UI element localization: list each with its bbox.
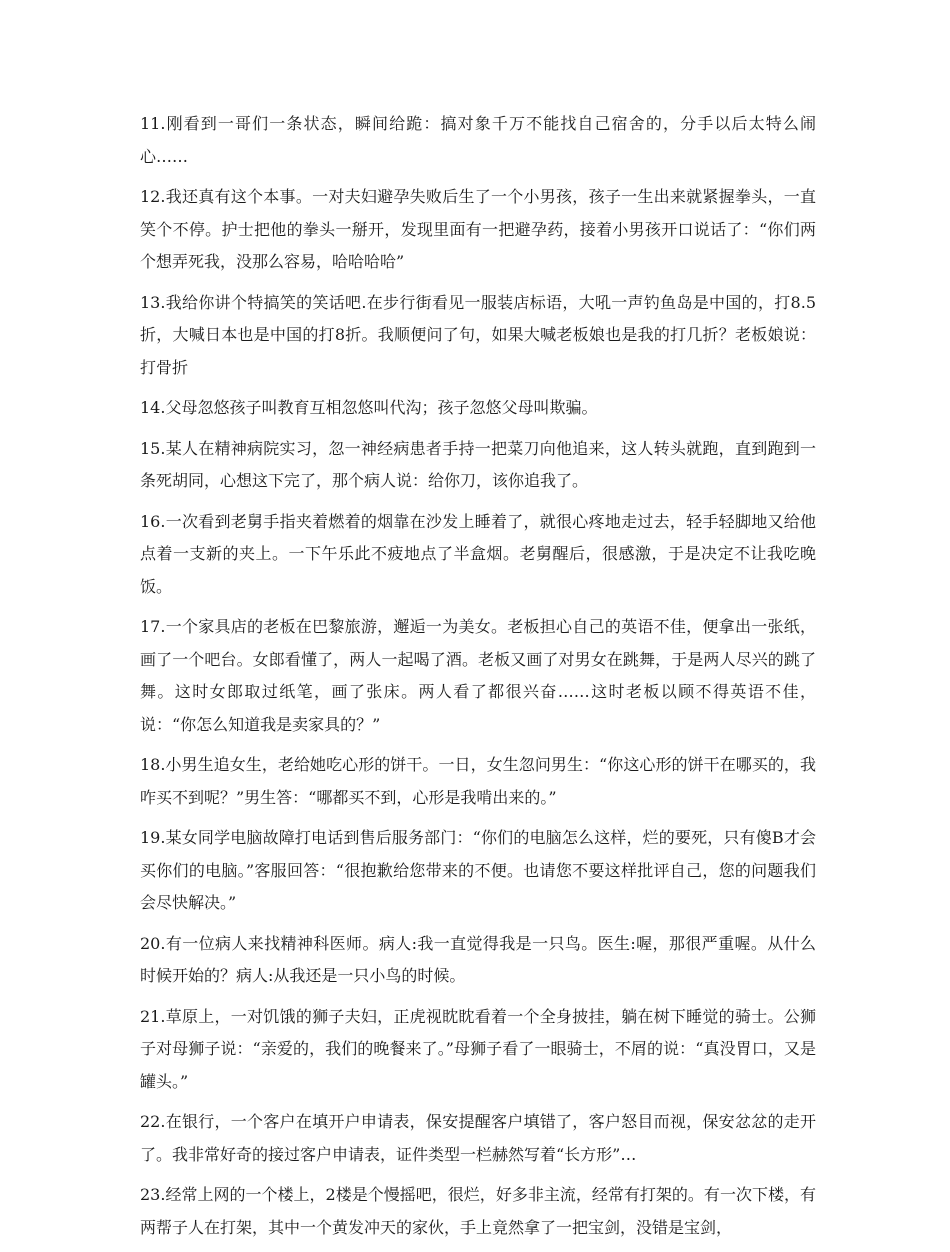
document-page — [140, 108, 816, 1252]
joke-paragraph-18: 18.小男生追女生，老给她吃心形的饼干。一日，女生忽问男生：“你这心形的饼干在哪买的，我咋买不到呢？”男生答：“哪都买不到，心形是我啃出来的。” — [140, 755, 816, 807]
joke-paragraph-21: 21.草原上，一对饥饿的狮子夫妇，正虎视眈眈看着一个全身披挂，躺在树下睡觉的骑士。公狮子对母狮子说：“亲爱的，我们的晚餐来了。”母狮子看了一眼骑士，不屑的说：“真没胃口，又是罐头。” — [140, 1006, 816, 1091]
joke-paragraph-13: 13.我给你讲个特搞笑的笑话吧.在步行街看见一服装店标语，大吼一声钓鱼岛是中国的，打8.5折，大喊日本也是中国的打8折。我顺便问了句，如果大喊老板娘也是我的打几折？老板娘说：打骨折 — [140, 292, 816, 377]
joke-paragraph-12: 12.我还真有这个本事。一对夫妇避孕失败后生了一个小男孩，孩子一生出来就紧握拳头，一直笑个不停。护士把他的拳头一掰开，发现里面有一把避孕药，接着小男孩开口说话了：“你们两个想弄死我，没那么容易，哈哈哈哈” — [140, 187, 816, 271]
joke-paragraph-14: 14.父母忽悠孩子叫教育互相忽悠叫代沟；孩子忽悠父母叫欺骗。 — [140, 398, 598, 417]
joke-paragraph-23: 23.经常上网的一个楼上，2楼是个慢摇吧，很烂，好多非主流，经常有打架的。有一次下楼，有两帮子人在打架，其中一个黄发冲天的家伙，手上竟然拿了一把宝剑，没错是宝剑， — [140, 1185, 816, 1237]
joke-paragraph-19: 19.某女同学电脑故障打电话到售后服务部门：“你们的电脑怎么这样，烂的要死，只有傻B才会买你们的电脑。”客服回答：“很抱歉给您带来的不便。也请您不要这样批评自己，您的问题我们会尽快解决。” — [140, 828, 816, 912]
joke-paragraph-16: 16.一次看到老舅手指夹着燃着的烟靠在沙发上睡着了，就很心疼地走过去，轻手轻脚地又给他点着一支新的夹上。一下午乐此不疲地点了半盒烟。老舅醒后，很感激，于是决定不让我吃晚饭。 — [140, 511, 816, 596]
joke-paragraph-22: 22.在银行，一个客户在填开户申请表，保安提醒客户填错了，客户怒目而视，保安忿忿的走开了。我非常好奇的接过客户申请表，证件类型一栏赫然写着“长方形”… — [140, 1112, 816, 1164]
joke-paragraph-20: 20.有一位病人来找精神科医师。病人:我一直觉得我是一只鸟。医生:喔，那很严重喔。从什么时候开始的？病人:从我还是一只小鸟的时候。 — [140, 933, 816, 985]
joke-paragraph-17: 17.一个家具店的老板在巴黎旅游，邂逅一为美女。老板担心自己的英语不佳，便拿出一张纸，画了一个吧台。女郎看懂了，两人一起喝了酒。老板又画了对男女在跳舞，于是两人尽兴的跳了舞。这时女郎取过纸笔，画了张床。两人看了都很兴奋……这时老板以顾不得英语不佳，说：“你怎么知道我是卖家具的？” — [140, 617, 816, 734]
joke-paragraph-15: 15.某人在精神病院实习，忽一神经病患者手持一把菜刀向他追来，这人转头就跑，直到跑到一条死胡同，心想这下完了，那个病人说：给你刀，该你追我了。 — [140, 438, 816, 490]
joke-paragraph-11: 11.刚看到一哥们一条状态，瞬间给跪：搞对象千万不能找自己宿舍的，分手以后太特么闹心…… — [140, 114, 816, 166]
